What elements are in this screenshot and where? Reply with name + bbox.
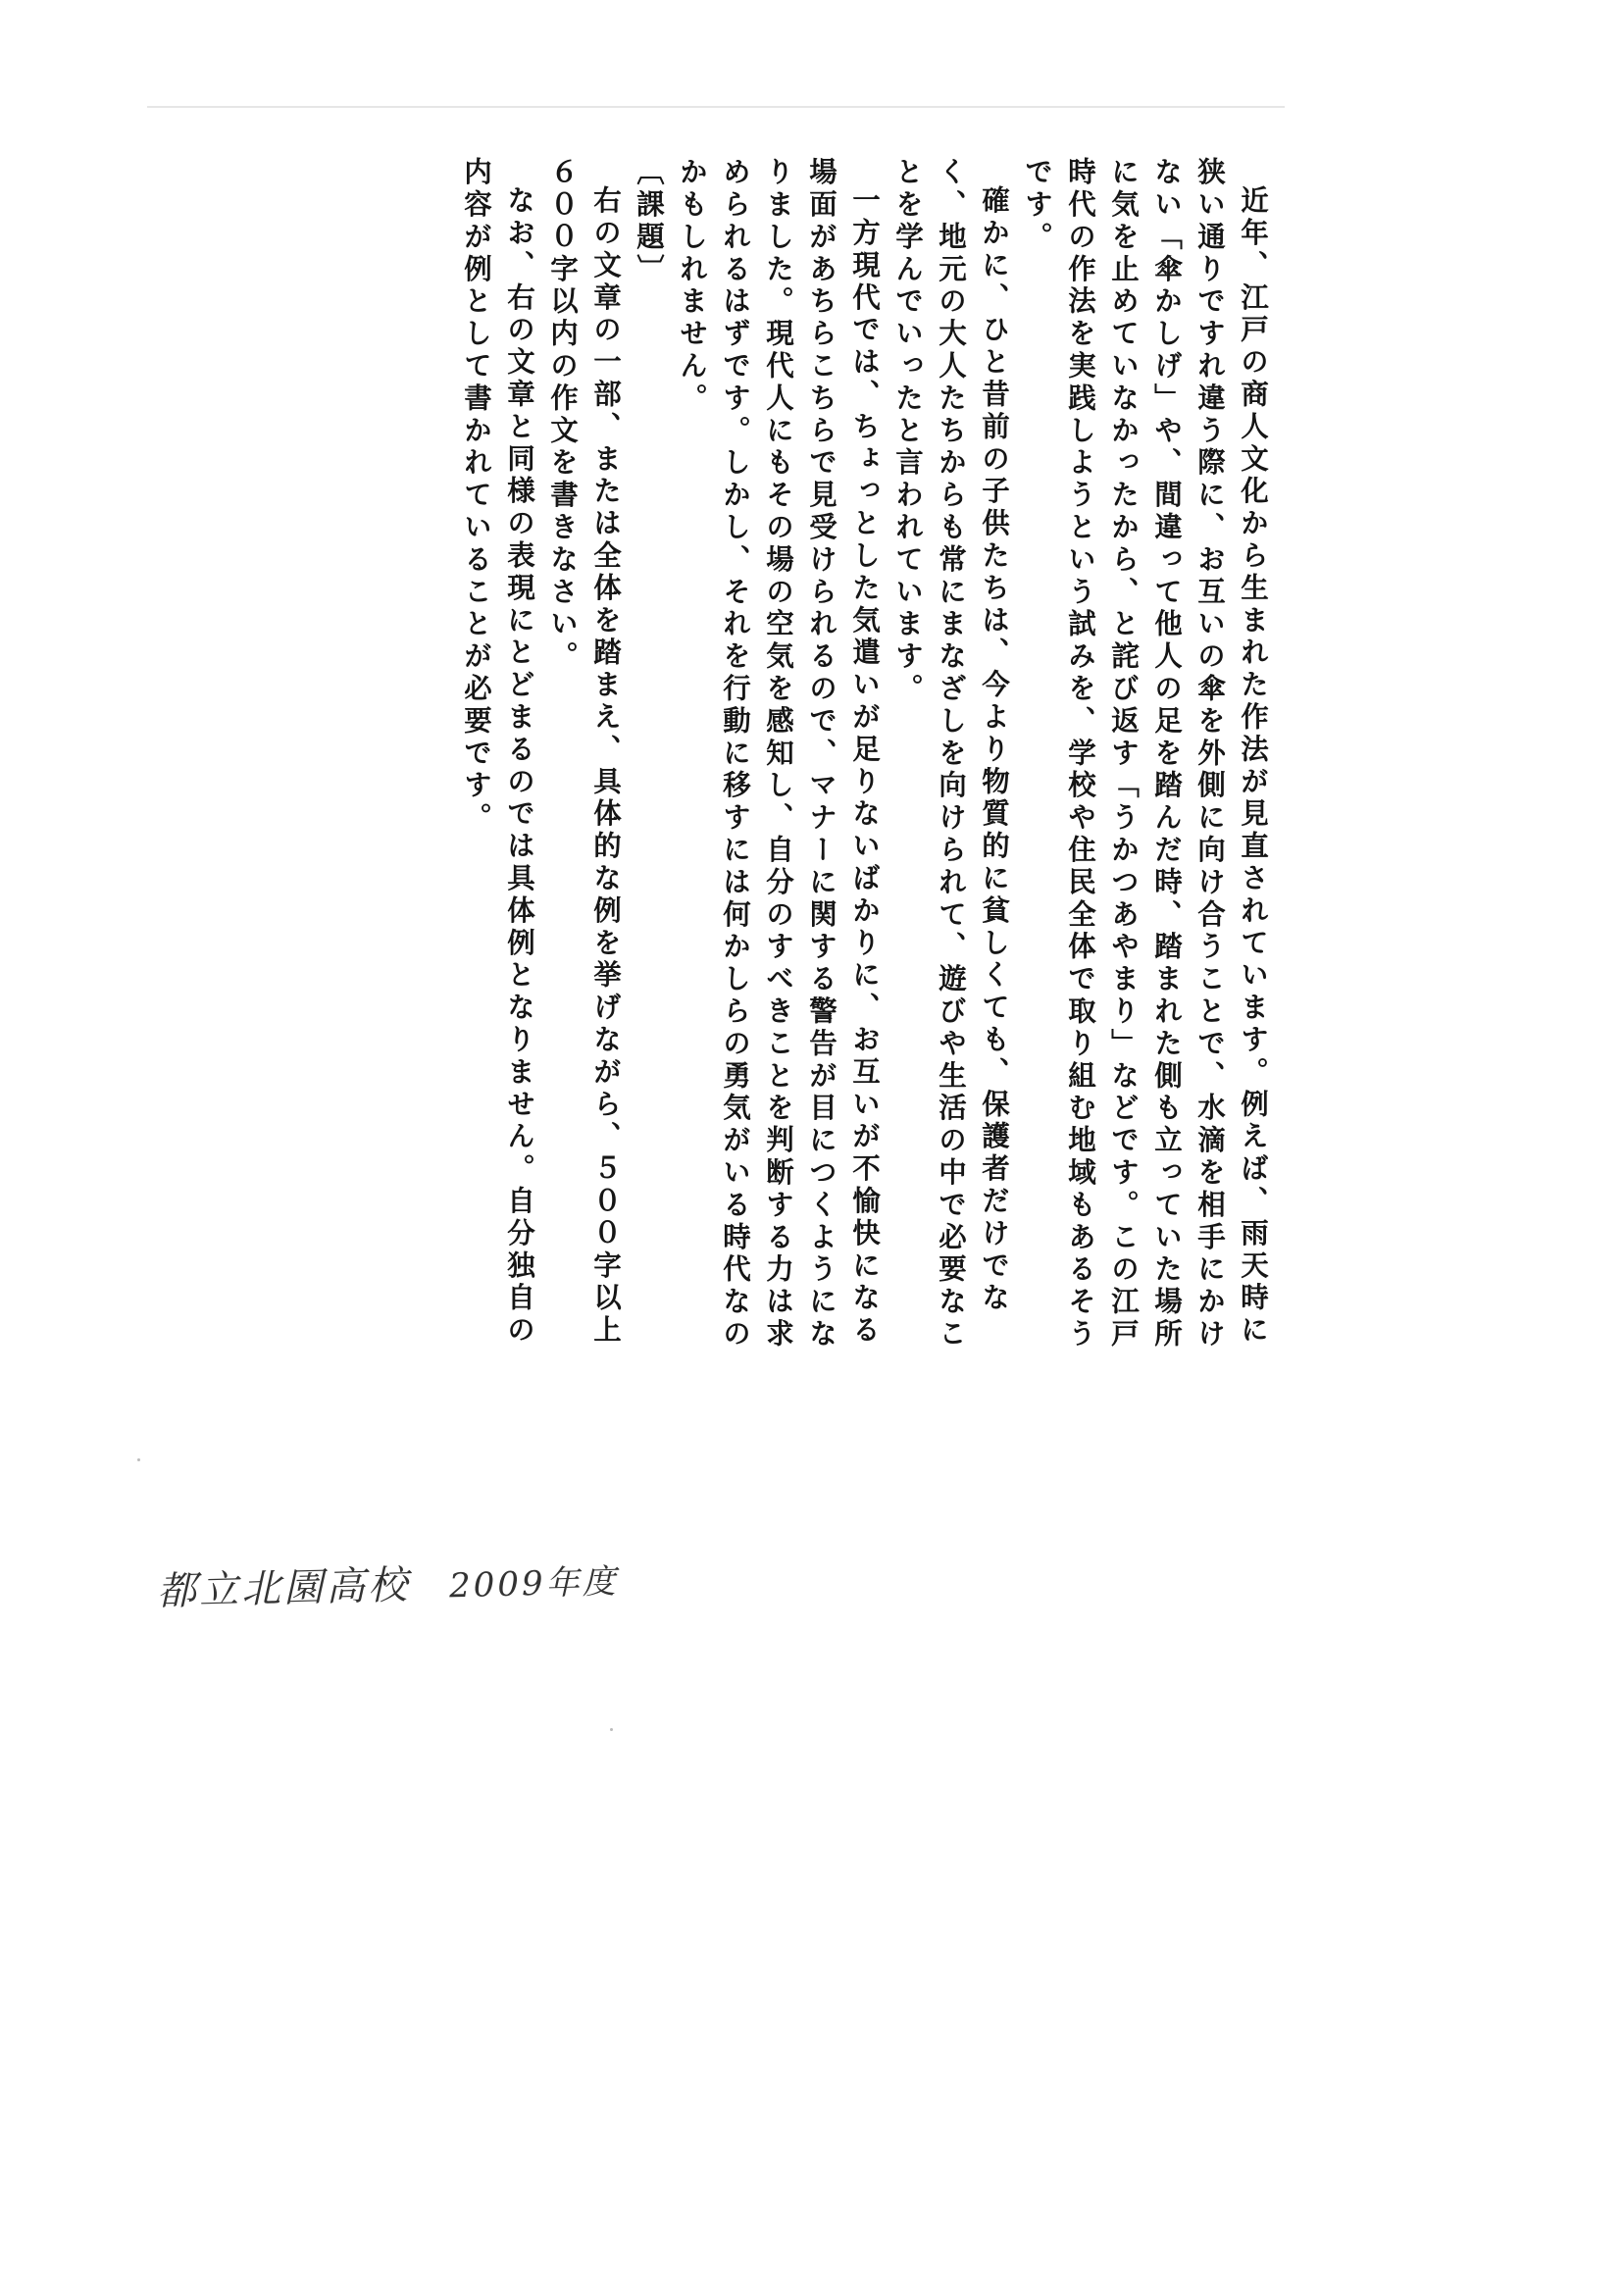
task-paragraph-2: なお、右の文章と同様の表現にとどまるのでは具体例となりません。自分独自の内容が例として書かれていることが必要です。: [460, 157, 536, 1347]
scan-speck: [610, 1728, 613, 1731]
task-heading: 〔 課題 〕: [628, 157, 671, 1353]
exam-year: 2009年度: [448, 1561, 620, 1606]
paragraph-1: 近年、江戸の商人文化から生まれた作法が見直されています。例えば、雨天時に狭い通りですれ違う際に、お互いの傘を外側に向け合うことで、水滴を相手にかけない「傘かしげ」や、間違って他人の足を踏んだ時、踏まれた側も立っていた場所に気を止めていなかったから、と詫び返す「うかつあやまり」などです。この江戸時代の作法を実践しようという試みを、学校や住民全体で取り組む地域もあるそうです。: [1021, 157, 1270, 1351]
scan-speck: [137, 1458, 140, 1461]
scan-edge-line: [147, 106, 1285, 108]
essay-prompt-text: [177, 157, 1275, 1353]
school-name: 都立北園高校: [156, 1562, 411, 1615]
task-paragraph-1: 右の文章の一部、または全体を踏まえ、具体的な例を挙げながら、５００字以上６００字以内の作文を書きなさい。: [546, 157, 623, 1347]
paragraph-2: 確かに、ひと昔前の子供たちは、今より物質的に貧しくても、保護者だけでなく、地元の大人たちからも常にまなざしを向けられて、遊びや生活の中で必要なことを学んでいったと言われています。: [891, 157, 1011, 1351]
handwritten-annotation: [156, 1549, 619, 1616]
paragraph-3: 一方現代では、ちょっとした気遣いが足りないばかりに、お互いが不愉快になる場面があちらこちらで見受けられるので、マナーに関する警告が目につくようになりました。現代人にもその場の空気を感知し、自分のすべきことを判断する力は求められるはずです。しかし、それを行動に移すには何かしらの勇気がいる時代なのかもしれません。: [676, 157, 882, 1351]
